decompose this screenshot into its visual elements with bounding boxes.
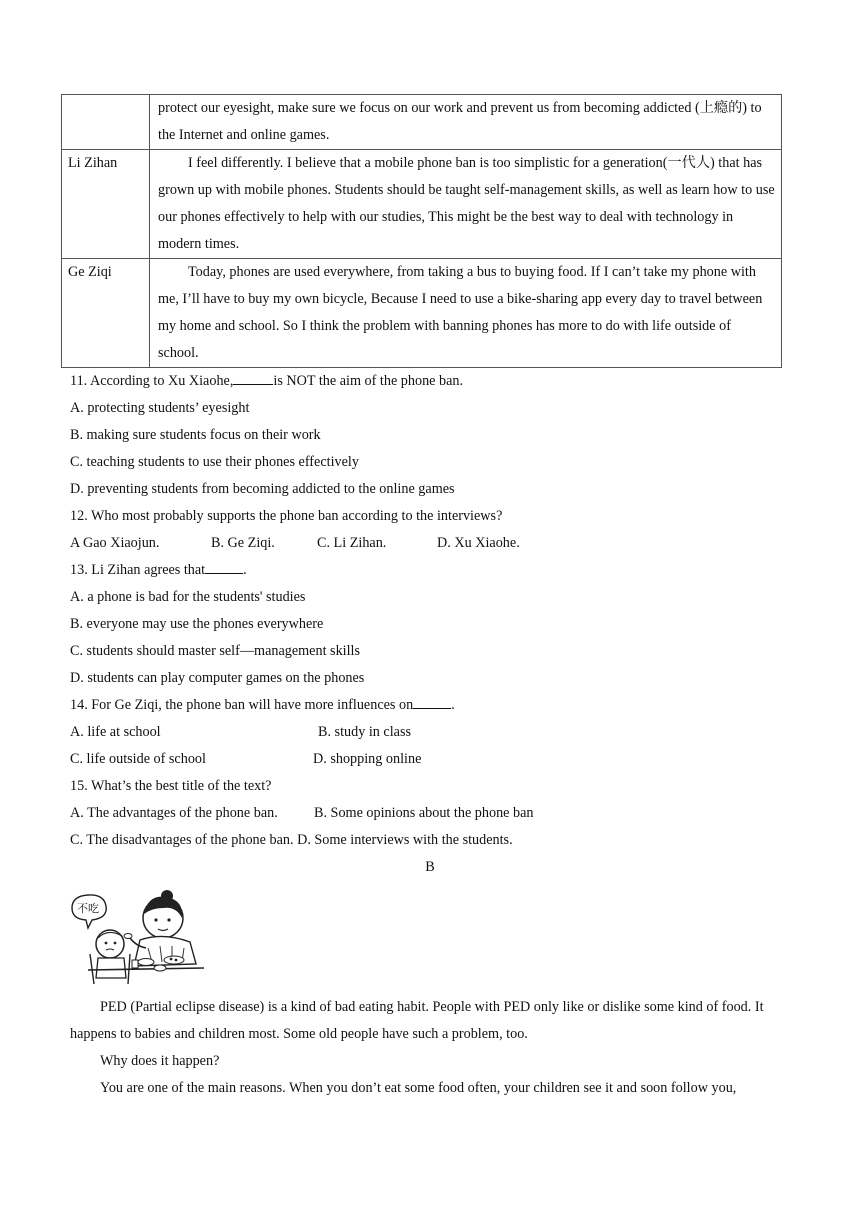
question-14-options-row-1 (70, 719, 790, 746)
option-13-c: C. students should master self—management skills (70, 643, 361, 659)
cartoon-illustration (68, 888, 206, 986)
question-12-stem: 12. Who most probably supports the phone ban according to the interviews? (70, 508, 503, 524)
question-14-stem: 14. For Ge Ziqi, the phone ban will have more influences on . (70, 692, 790, 719)
option-12-a: A Gao Xiaojun. (70, 535, 160, 551)
option-14-d: D. shopping online (313, 751, 422, 767)
question-13-stem: 13. Li Zihan agrees that . (70, 557, 790, 584)
answer-blank (205, 559, 243, 574)
question-15-stem: 15. What’s the best title of the text? (70, 778, 272, 794)
option-15-c: C. The disadvantages of the phone ban. (70, 832, 294, 848)
passage-paragraph: Why does it happen? (100, 1053, 220, 1069)
option-14-b: B. study in class (318, 724, 412, 740)
option-13-a: A. a phone is bad for the students' studies (70, 589, 306, 605)
question-14-options-row-2 (70, 746, 790, 773)
interview-table (61, 94, 782, 368)
interview-text: protect our eyesight, make sure we focus on our work and prevent us from becoming addicted (上瘾的) to the Internet and online games. (150, 95, 782, 150)
question-15-options-row-2 (70, 827, 790, 854)
bubble-text: 不吃 (77, 902, 99, 915)
table-row (62, 95, 782, 150)
option-11-a: A. protecting students’ eyesight (70, 400, 250, 416)
option-11-d: D. preventing students from becoming addicted to the online games (70, 481, 455, 497)
option-13-d: D. students can play computer games on the phones (70, 670, 365, 686)
interview-text: Today, phones are used everywhere, from taking a bus to buying food. If I can’t take my phone with me, I’ll have to buy my own bicycle, Because I need to use a bike-sharing app every day to travel between my home and school. So I think the problem with banning phones has more to do with life outside of school. (150, 259, 782, 368)
question-15-options-row-1 (70, 800, 790, 827)
option-14-a: A. life at school (70, 724, 161, 740)
option-15-a: A. The advantages of the phone ban. (70, 805, 278, 821)
option-13-b: B. everyone may use the phones everywhere (70, 616, 324, 632)
passage-paragraph: You are one of the main reasons. When you don’t eat some food often, your children see it and soon follow you, (100, 1080, 737, 1096)
option-12-c: C. Li Zihan. (317, 535, 387, 551)
option-12-d: D. Xu Xiaohe. (437, 535, 520, 551)
interviewee-name: Li Zihan (62, 150, 150, 259)
question-section (70, 368, 790, 881)
table-row (62, 259, 782, 368)
option-11-c: C. teaching students to use their phones effectively (70, 454, 359, 470)
option-11-b: B. making sure students focus on their work (70, 427, 321, 443)
passage-b (70, 994, 786, 1102)
option-15-b: B. Some opinions about the phone ban (314, 805, 534, 821)
answer-blank (413, 694, 451, 709)
option-12-b: B. Ge Ziqi. (211, 535, 275, 551)
interviewee-name (62, 95, 150, 150)
question-12-options (70, 530, 790, 557)
interview-text: I feel differently. I believe that a mobile phone ban is too simplistic for a generation(一代人) that has grown up with mobile phones. Students should be taught self-management skills, as well as learn how to use our phones effectively to help with our studies, This might be the best way to deal with technology in modern times. (150, 150, 782, 259)
option-15-d: D. Some interviews with the students. (297, 832, 513, 848)
passage-paragraph: PED (Partial eclipse disease) is a kind of bad eating habit. People with PED only like or dislike some kind of food. It happens to babies and children most. Some old people have such a problem, too. (70, 999, 764, 1042)
interviewee-name: Ge Ziqi (62, 259, 150, 368)
answer-blank (233, 370, 273, 385)
table-row (62, 150, 782, 259)
option-14-c: C. life outside of school (70, 751, 206, 767)
question-11-stem: 11. According to Xu Xiaohe, is NOT the aim of the phone ban. (70, 368, 790, 395)
section-b-title: B (425, 859, 435, 875)
